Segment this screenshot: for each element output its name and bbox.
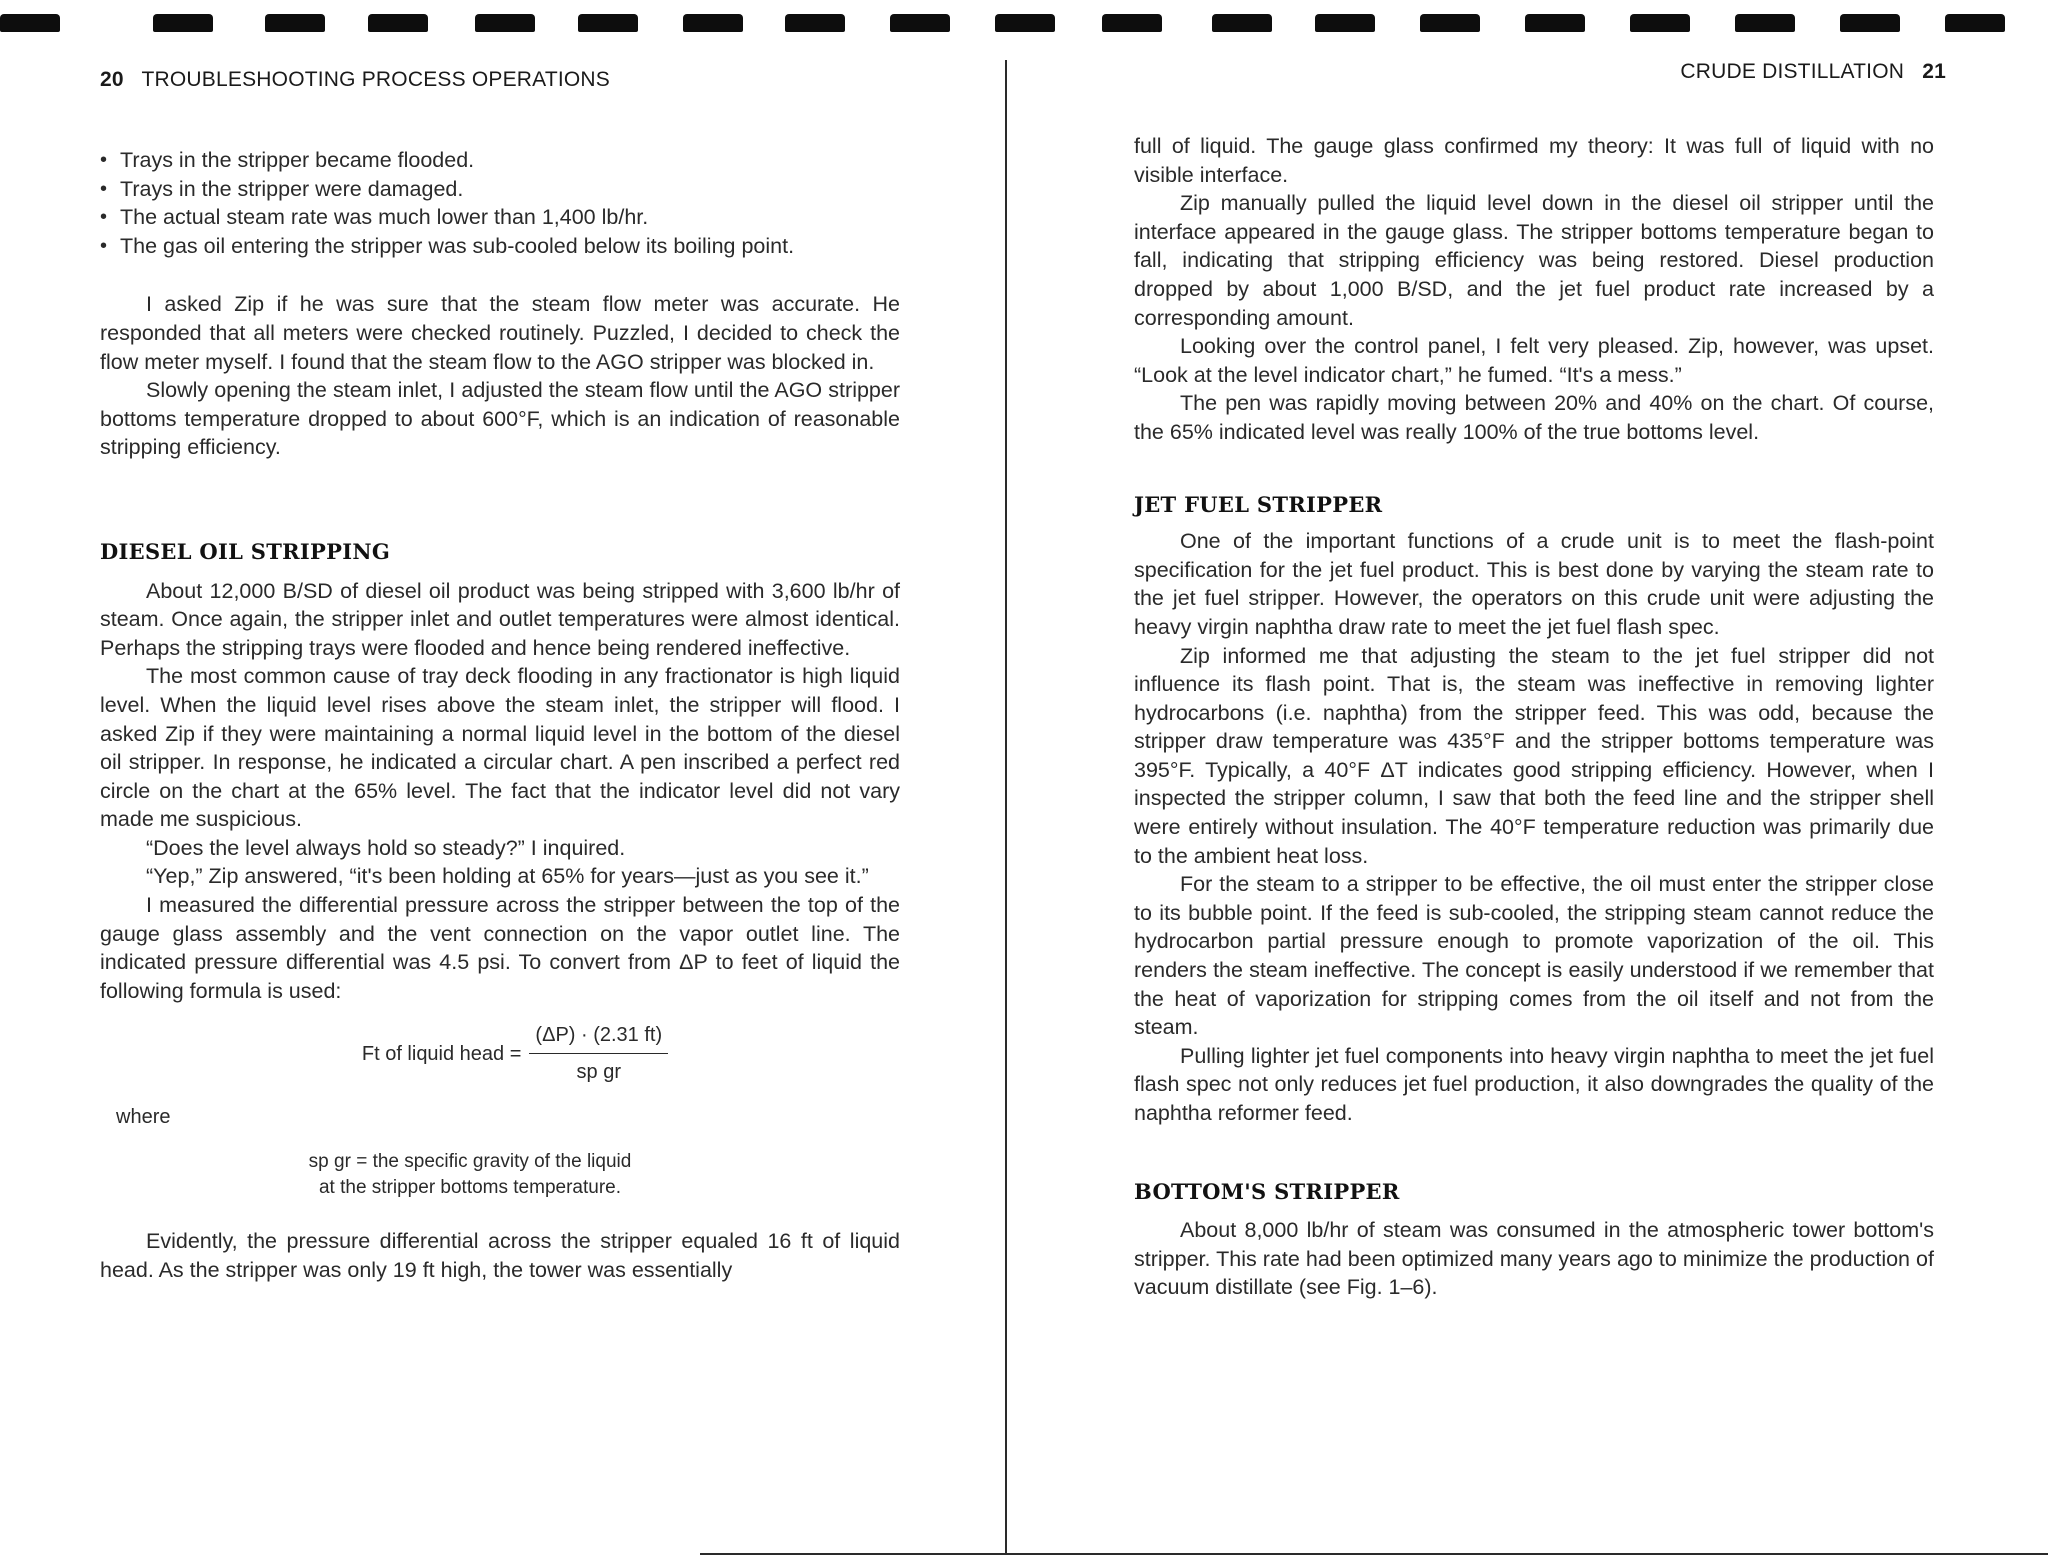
body-paragraph: “Does the level always hold so steady?” I inquired. <box>146 835 626 860</box>
running-title: CRUDE DISTILLATION <box>1680 60 1905 83</box>
body-paragraph: Evidently, the pressure differential across the stripper equaled 16 ft of liquid head. As the stripper was only 19 ft high, the tower was essentially <box>100 1229 900 1282</box>
formula-numerator: (ΔP) · (2.31 ft) <box>529 1021 668 1054</box>
formula-fraction <box>529 1021 668 1086</box>
book-gutter <box>1005 60 1007 1555</box>
body-paragraph: Zip informed me that adjusting the steam to the jet fuel stripper did not influence its flash point. That is, the steam was ineffective in removing lighter hydrocarbons (i.e. naphtha) from the stripper feed. This was odd, because the stripper draw temperature was 435°F and the stripper bottoms temperature was 395°F. Typically, a 40°F ΔT indicates good stripping efficiency. However, when I inspected the stripper column, I saw that both the feed line and the stripper shell were entirely without insulation. The 40°F temperature reduction was primarily due to the ambient heat loss. <box>1134 643 1934 868</box>
body-paragraph: full of liquid. The gauge glass confirmed my theory: It was full of liquid with no visible interface. <box>1134 134 1934 187</box>
page-number: 20 <box>100 68 124 91</box>
formula-denominator: sp gr <box>576 1061 622 1084</box>
liquid-head-formula <box>130 1021 900 1086</box>
body-paragraph: “Yep,” Zip answered, “it's been holding at 65% for years—just as you see it.” <box>146 864 869 889</box>
body-paragraph: About 12,000 B/SD of diesel oil product was being stripped with 3,600 lb/hr of steam. Once again, the stripper inlet and outlet temperatures were almost identical. Perhaps the stripping trays were flooded and hence being rendered ineffective. <box>100 578 900 660</box>
where-label: where <box>116 1105 171 1128</box>
list-item: • The actual steam rate was much lower than 1,400 lb/hr. <box>100 203 900 232</box>
right-page-content <box>1134 132 1934 1302</box>
running-title: TROUBLESHOOTING PROCESS OPERATIONS <box>141 68 610 91</box>
body-paragraph: Slowly opening the steam inlet, I adjusted the steam flow until the AGO stripper bottoms temperature dropped to about 600°F, which is an indication of reasonable stripping efficiency. <box>100 378 900 460</box>
body-paragraph: About 8,000 lb/hr of steam was consumed in the atmospheric tower bottom's stripper. This rate had been optimized many years ago to minimize the production of vacuum distillate (see Fig. 1–6). <box>1134 1218 1934 1300</box>
section-heading-bottoms-stripper: BOTTOM'S STRIPPER <box>1134 1178 1400 1204</box>
definition-line: at the stripper bottoms temperature. <box>318 1177 622 1199</box>
list-item: • The gas oil entering the stripper was sub-cooled below its boiling point. <box>100 232 900 261</box>
body-paragraph: I measured the differential pressure across the stripper between the top of the gauge glass assembly and the vent connection on the vapor outlet line. The indicated pressure differential was 4.5 psi. To convert from ΔP to feet of liquid the following formula is used: <box>100 893 900 1003</box>
body-paragraph: I asked Zip if he was sure that the steam flow meter was accurate. He responded that all meters were checked routinely. Puzzled, I decided to check the flow meter myself. I found that the steam flow to the AGO stripper was blocked in. <box>100 292 900 374</box>
possible-causes-list <box>100 146 900 260</box>
body-paragraph: For the steam to a stripper to be effective, the oil must enter the stripper close to its bubble point. If the feed is sub-cooled, the stripping steam cannot reduce the hydrocarbon partial pressure enough to promote vaporization of the oil. This renders the steam ineffective. The concept is easily understood if we remember that the heat of vaporization for stripping comes from the oil itself and not from the steam. <box>1134 872 1934 1040</box>
variable-definition <box>100 1149 840 1201</box>
left-running-head <box>100 68 610 92</box>
right-page <box>1012 0 2048 1556</box>
body-paragraph: The pen was rapidly moving between 20% and 40% on the chart. Of course, the 65% indicated level was really 100% of the true bottoms level. <box>1134 391 1934 444</box>
formula-label: Ft of liquid head = <box>361 1042 522 1065</box>
body-paragraph: Looking over the control panel, I felt very pleased. Zip, however, was upset. “Look at the level indicator chart,” he fumed. “It's a mess.” <box>1134 334 1934 387</box>
list-item: • Trays in the stripper became flooded. <box>100 146 900 175</box>
left-page-content <box>100 146 900 1284</box>
section-heading-diesel-oil-stripping: DIESEL OIL STRIPPING <box>100 538 391 564</box>
body-paragraph: One of the important functions of a crude unit is to meet the flash-point specification for the jet fuel product. This is best done by varying the steam rate to the jet fuel stripper. However, the operators on this crude unit were adjusting the heavy virgin naphtha draw rate to meet the jet fuel flash spec. <box>1134 529 1934 639</box>
page-number: 21 <box>1922 60 1946 83</box>
body-paragraph: Zip manually pulled the liquid level down in the diesel oil stripper until the interface appeared in the gauge glass. The stripper bottoms temperature began to fall, indicating that stripping efficiency was being restored. Diesel production dropped by about 1,000 B/SD, and the jet fuel product rate increased by a corresponding amount. <box>1134 191 1934 330</box>
definition-line: sp gr = the specific gravity of the liquid <box>308 1151 632 1173</box>
right-running-head <box>1680 60 1946 84</box>
list-item: • Trays in the stripper were damaged. <box>100 175 900 204</box>
section-heading-jet-fuel-stripper: JET FUEL STRIPPER <box>1134 491 1383 517</box>
body-paragraph: Pulling lighter jet fuel components into heavy virgin naphtha to meet the jet fuel flash spec not only reduces jet fuel production, it also downgrades the quality of the naphtha reformer feed. <box>1134 1043 1934 1125</box>
left-page <box>0 0 1000 1556</box>
body-paragraph: The most common cause of tray deck flooding in any fractionator is high liquid level. When the liquid level rises above the steam inlet, the stripper will flood. I asked Zip if they were maintaining a normal liquid level in the bottom of the diesel oil stripper. In response, he indicated a circular chart. A pen inscribed a perfect red circle on the chart at the 65% level. The fact that the indicator level did not vary made me suspicious. <box>100 664 900 832</box>
